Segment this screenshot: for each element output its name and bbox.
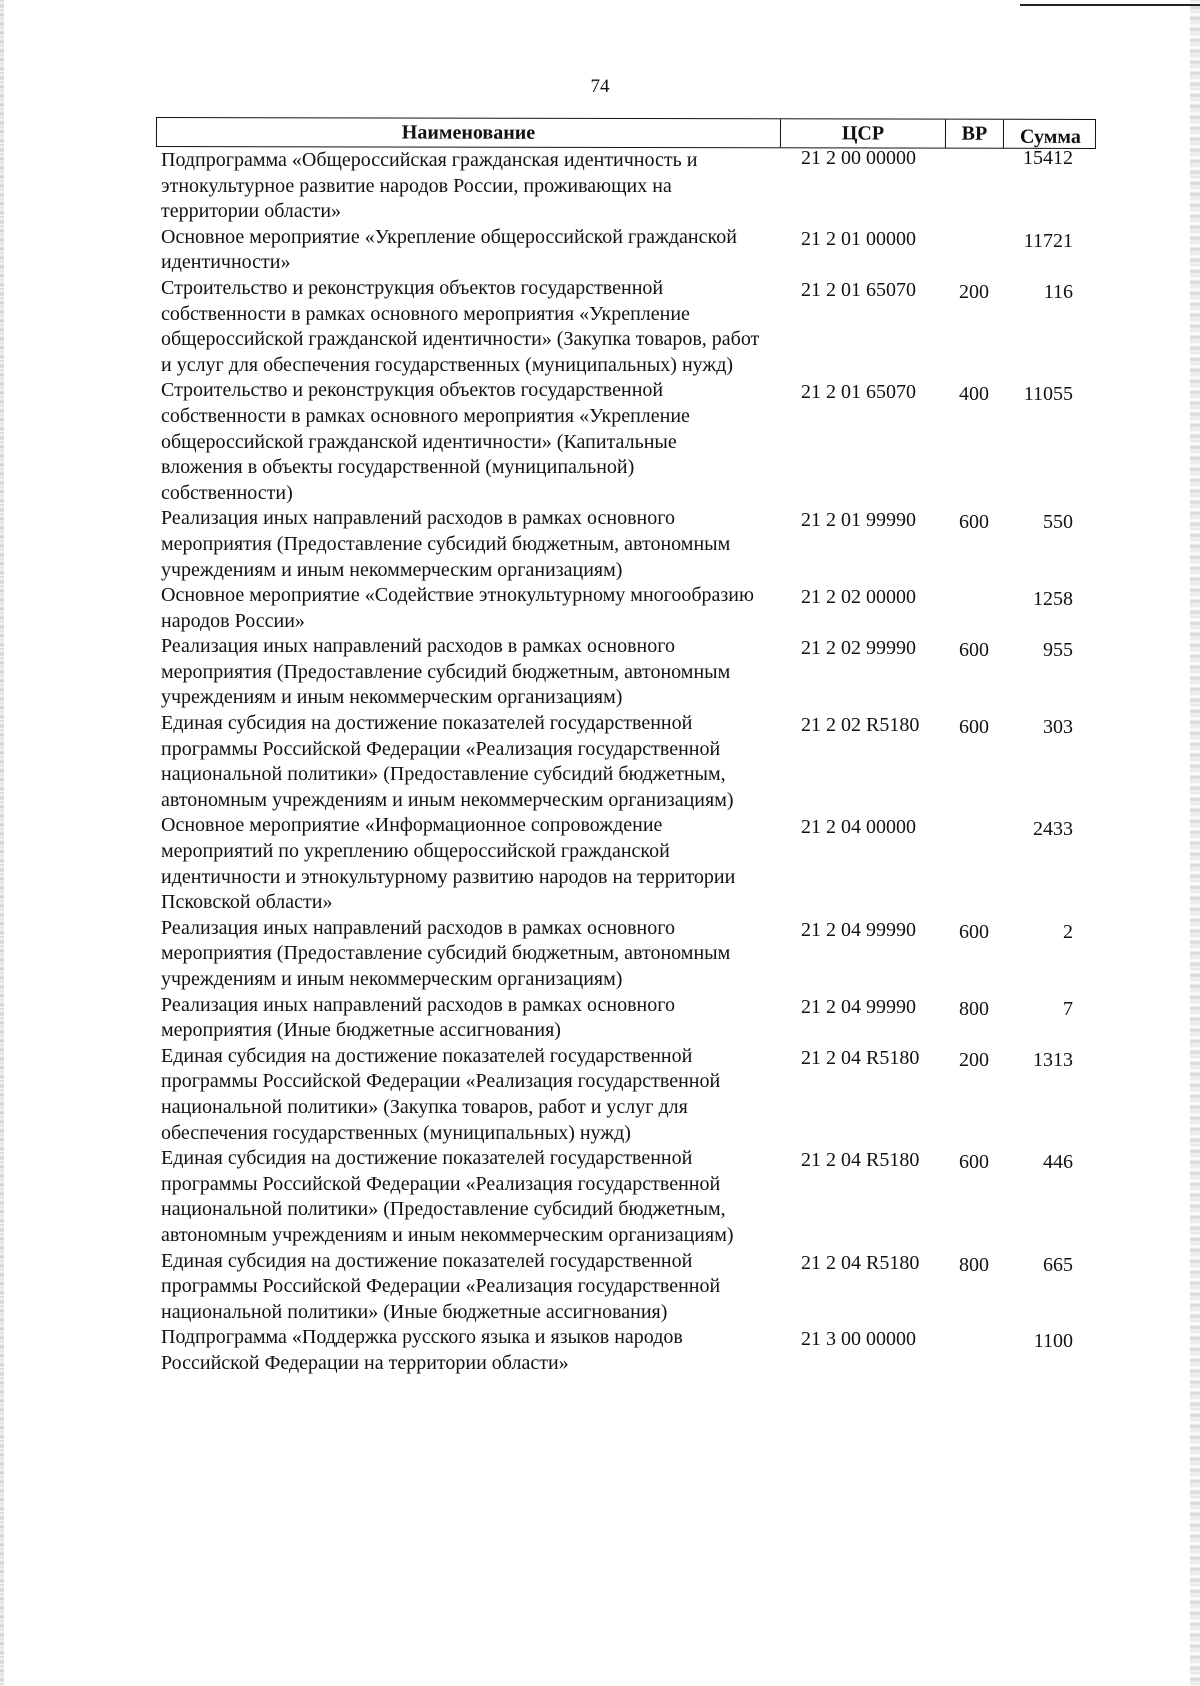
row-csr: 21 2 04 R5180	[801, 1149, 920, 1172]
table-row	[161, 711, 1121, 813]
row-sum: 550	[1043, 511, 1073, 534]
row-vr: 600	[959, 1151, 989, 1174]
table-row	[161, 1249, 1121, 1326]
row-sum: 116	[1043, 280, 1073, 303]
row-sum: 2	[1063, 920, 1073, 943]
row-csr: 21 2 01 00000	[801, 227, 916, 250]
row-sum: 2433	[1033, 818, 1073, 841]
header-csr: ЦСР	[781, 119, 946, 147]
row-csr: 21 2 02 99990	[801, 637, 916, 660]
row-csr: 21 2 04 R5180	[801, 1251, 920, 1274]
row-name: Реализация иных направлений расходов в рамках основного мероприятия (Предоставление субсидий бюджетным, автономным учреждениям и иным некоммерческим организациям)	[161, 635, 731, 709]
header-sum: Сумма	[1020, 125, 1081, 148]
row-name: Основное мероприятие «Укрепление общероссийской гражданской идентичности»	[161, 225, 737, 274]
row-name: Подпрограмма «Общероссийская гражданская идентичность и этнокультурное развитие народов России, проживающих на территории области»	[161, 149, 698, 223]
row-name: Единая субсидия на достижение показателей государственной программы Российской Федерации «Реализация государственной национальной политики» (Предоставление субсидий бюджетным, автономным учреждениям и иным некоммерческим организациям)	[161, 712, 734, 811]
row-name: Строительство и реконструкция объектов государственной собственности в рамках основного мероприятия «Укрепление общероссийской гражданской идентичности» (Закупка товаров, работ и услуг для обеспечения государственных (муниципальных) нужд)	[161, 276, 760, 376]
row-name: Единая субсидия на достижение показателей государственной программы Российской Федерации «Реализация государственной национальной политики» (Закупка товаров, работ и услуг для обеспечения государственных (муниципальных) нужд)	[161, 1044, 721, 1144]
table-row	[161, 583, 1121, 634]
row-csr: 21 2 04 00000	[801, 816, 916, 839]
table-row	[161, 634, 1121, 711]
page-number: 74	[590, 76, 610, 97]
row-csr: 21 2 01 65070	[801, 278, 916, 301]
row-csr: 21 2 04 99990	[801, 995, 916, 1018]
row-sum: 1258	[1033, 588, 1073, 611]
row-csr: 21 2 04 R5180	[801, 1046, 920, 1069]
row-sum: 11721	[1023, 229, 1073, 252]
row-vr: 400	[959, 383, 989, 406]
row-sum: 1313	[1033, 1048, 1073, 1071]
row-name: Реализация иных направлений расходов в рамках основного мероприятия (Предоставление субсидий бюджетным, автономным учреждениям и иным некоммерческим организациям)	[161, 507, 731, 581]
row-vr: 600	[959, 511, 989, 534]
row-name: Основное мероприятие «Информационное сопровождение мероприятий по укреплению общероссийской гражданской идентичности и этнокультурному развитию народов на территории Псковской области»	[161, 814, 736, 914]
row-csr: 21 2 02 00000	[801, 586, 916, 609]
row-sum: 955	[1043, 639, 1073, 662]
row-vr: 200	[959, 1048, 989, 1071]
row-vr: 600	[959, 639, 989, 662]
row-vr: 600	[959, 920, 989, 943]
row-vr: 200	[959, 280, 989, 303]
row-csr: 21 2 04 99990	[801, 918, 916, 941]
scan-edge-left	[0, 0, 4, 1686]
row-sum: 15412	[1023, 147, 1073, 169]
row-name: Подпрограмма «Поддержка русского языка и языков народов Российской Федерации на территории области»	[161, 1326, 683, 1374]
row-csr: 21 2 00 00000	[801, 147, 916, 169]
row-sum: 446	[1043, 1151, 1073, 1174]
row-name: Реализация иных направлений расходов в рамках основного мероприятия (Иные бюджетные ассигнования)	[161, 993, 675, 1042]
row-sum: 1100	[1033, 1330, 1073, 1353]
table-header	[156, 117, 1096, 149]
row-sum: 11055	[1023, 383, 1073, 406]
scan-edge-right	[1190, 0, 1200, 1686]
table-row	[161, 1325, 1121, 1376]
row-sum: 7	[1063, 997, 1073, 1020]
table-row	[161, 916, 1121, 993]
table-row	[161, 1044, 1121, 1146]
table-row	[161, 378, 1121, 506]
table-row	[161, 225, 1121, 276]
header-name: Наименование	[157, 118, 781, 147]
row-csr: 21 2 02 R5180	[801, 714, 920, 737]
table-row	[161, 1146, 1121, 1248]
row-sum: 665	[1043, 1253, 1073, 1276]
table-row	[161, 993, 1121, 1044]
row-vr: 800	[959, 997, 989, 1020]
row-name: Единая субсидия на достижение показателей государственной программы Российской Федерации «Реализация государственной национальной политики» (Иные бюджетные ассигнования)	[161, 1249, 721, 1323]
row-name: Строительство и реконструкция объектов государственной собственности в рамках основного мероприятия «Укрепление общероссийской гражданской идентичности» (Капитальные вложения в объекты государственной (муниципальной) собственности)	[161, 379, 690, 504]
table-row	[161, 506, 1121, 583]
row-sum: 303	[1043, 716, 1073, 739]
row-vr: 800	[959, 1253, 989, 1276]
row-name: Единая субсидия на достижение показателей государственной программы Российской Федерации «Реализация государственной национальной политики» (Предоставление субсидий бюджетным, автономным учреждениям и иным некоммерческим организациям)	[161, 1147, 734, 1246]
row-csr: 21 2 01 65070	[801, 381, 916, 404]
header-vr: ВР	[946, 120, 1004, 148]
row-name: Основное мероприятие «Содействие этнокультурному многообразию народов России»	[161, 584, 754, 632]
scan-top-line	[1020, 4, 1200, 6]
budget-table-body	[161, 148, 1121, 1377]
table-row	[161, 276, 1121, 378]
table-row	[161, 813, 1121, 915]
row-vr: 600	[959, 716, 989, 739]
row-csr: 21 3 00 00000	[801, 1328, 916, 1351]
table-row	[161, 148, 1121, 225]
row-name: Реализация иных направлений расходов в рамках основного мероприятия (Предоставление субсидий бюджетным, автономным учреждениям и иным некоммерческим организациям)	[161, 916, 731, 990]
row-csr: 21 2 01 99990	[801, 509, 916, 532]
